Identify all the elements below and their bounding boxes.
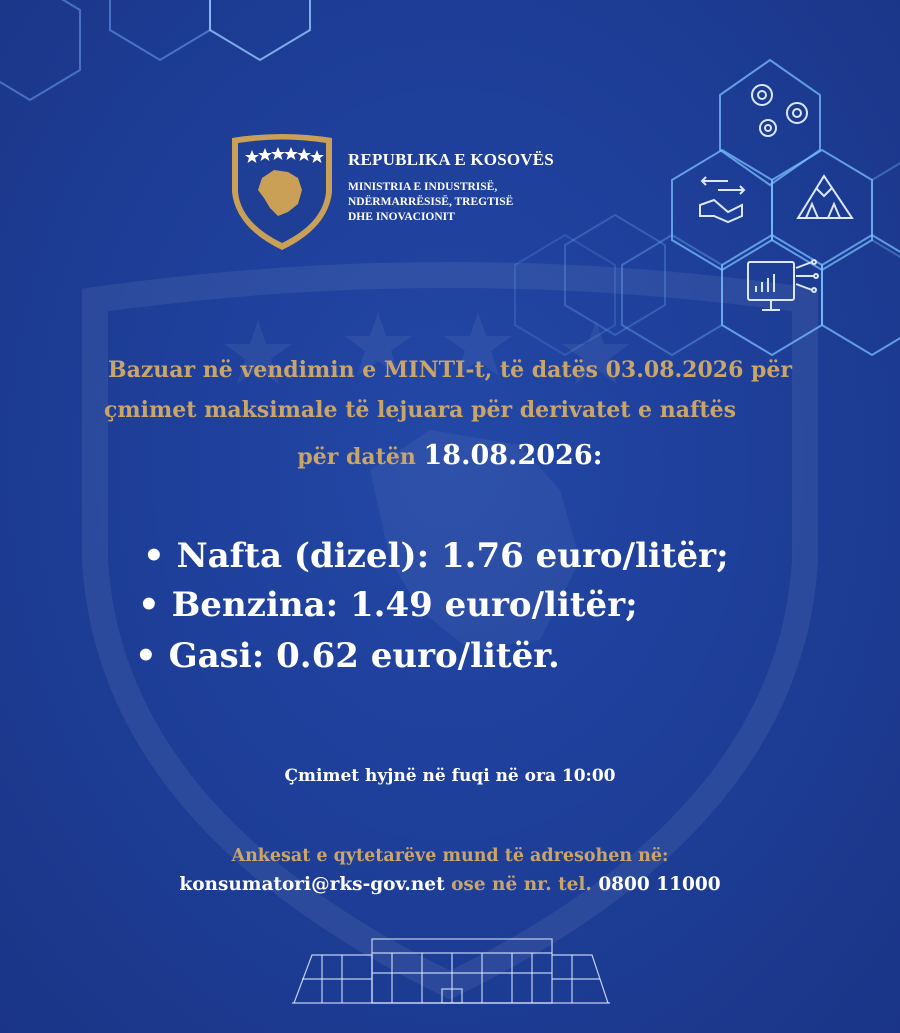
contact-line (0, 874, 900, 895)
price-petrol: • Benzina: 1.49 euro/litër; (138, 585, 638, 625)
government-building-icon (292, 935, 610, 1007)
header (228, 132, 648, 252)
price-gas: • Gasi: 0.62 euro/litër. (135, 636, 560, 676)
contact-phone[interactable]: 0800 11000 (598, 874, 721, 895)
handshake-icon (700, 177, 744, 222)
ministry-name: MINISTRIA E INDUSTRISË, NDËRMARRËSISË, TREGTISË DHE INOVACIONIT (348, 181, 514, 223)
top-left-hexagons (0, 0, 310, 100)
gears-icon (752, 85, 807, 136)
mountain-trees-icon (798, 176, 852, 218)
intro-line-2: çmimet maksimale të lejuara për derivatet e naftës (104, 397, 736, 423)
price-diesel: • Nafta (dizel): 1.76 euro/litër; (143, 536, 729, 576)
kosovo-coat-of-arms-icon (228, 132, 336, 252)
effective-time-note: Çmimet hyjnë në fuqi në ora 10:00 (284, 766, 616, 786)
intro-line-3-prefix: për datën (297, 444, 424, 470)
intro-line-1: Bazuar në vendimin e MINTI-t, të datës 03.08.2026 për (107, 357, 793, 383)
price-date: 18.08.2026: (423, 440, 603, 471)
contact-email[interactable]: konsumatori@rks-gov.net (179, 874, 445, 895)
intro-line-3 (0, 440, 900, 471)
complaints-note: Ankesat e qytetarëve mund të adresohen në: (231, 846, 669, 866)
republic-title: REPUBLIKA E KOSOVËS (348, 150, 554, 169)
contact-middle-text: ose në nr. tel. (444, 874, 599, 895)
